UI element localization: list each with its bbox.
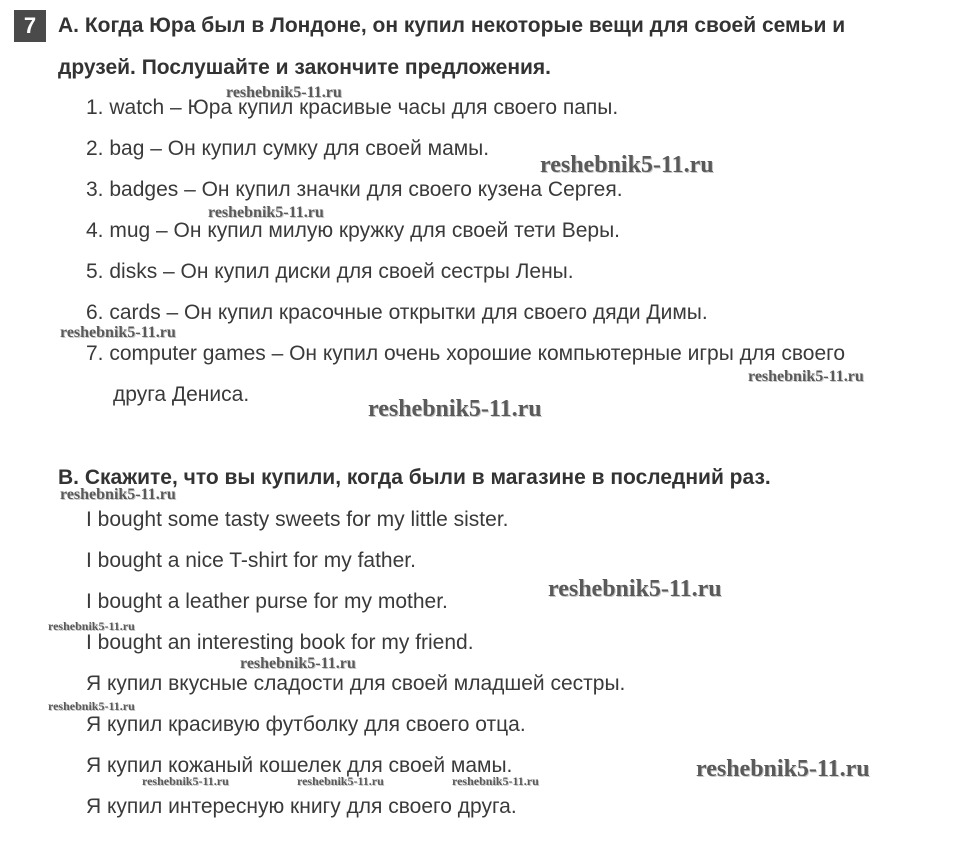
part-a-item-4: 4. mug – Он купил милую кружку для своей тети Веры.	[86, 219, 621, 242]
part-a-heading-line1: A. Когда Юра был в Лондоне, он купил некоторые вещи для своей семьи и	[58, 14, 846, 37]
watermark: reshebnik5-11.ru	[297, 774, 384, 788]
watermark: reshebnik5-11.ru	[48, 699, 135, 713]
watermark: reshebnik5-11.ru	[142, 774, 229, 788]
part-a-item-6: 6. cards – Он купил красочные открытки для своего дяди Димы.	[86, 301, 708, 324]
part-b-line-3: I bought a leather purse for my mother.	[86, 590, 448, 613]
part-a-item-7-continued: друга Дениса.	[113, 383, 250, 406]
part-a-item-2: 2. bag – Он купил сумку для своей мамы.	[86, 137, 490, 160]
part-a-item-7: 7. computer games – Он купил очень хорошие компьютерные игры для своего	[86, 342, 846, 365]
part-a-item-3: 3. badges – Он купил значки для своего кузена Сергея.	[86, 178, 623, 201]
watermark: reshebnik5-11.ru	[696, 756, 870, 782]
watermark: reshebnik5-11.ru	[368, 396, 542, 422]
watermark: reshebnik5-11.ru	[748, 368, 864, 385]
part-b-line-1: I bought some tasty sweets for my little sister.	[86, 508, 509, 531]
watermark: reshebnik5-11.ru	[60, 324, 176, 341]
part-b-line-7: Я купил кожаный кошелек для своей мамы.	[86, 754, 513, 777]
watermark: reshebnik5-11.ru	[226, 84, 342, 101]
part-b-line-8: Я купил интересную книгу для своего друга.	[86, 795, 517, 818]
exercise-number-badge: 7	[14, 10, 46, 42]
part-b-line-2: I bought a nice T-shirt for my father.	[86, 549, 416, 572]
watermark: reshebnik5-11.ru	[208, 204, 324, 221]
part-a-item-1: 1. watch – Юра купил красивые часы для своего папы.	[86, 96, 619, 119]
watermark: reshebnik5-11.ru	[240, 655, 356, 672]
watermark: reshebnik5-11.ru	[60, 486, 176, 503]
part-b-heading: B. Скажите, что вы купили, когда были в магазине в последний раз.	[58, 466, 771, 489]
part-b-line-6: Я купил красивую футболку для своего отца.	[86, 713, 526, 736]
watermark: reshebnik5-11.ru	[48, 619, 135, 633]
part-a-heading-line2: друзей. Послушайте и закончите предложения.	[58, 56, 551, 79]
watermark: reshebnik5-11.ru	[540, 152, 714, 178]
watermark: reshebnik5-11.ru	[452, 774, 539, 788]
watermark: reshebnik5-11.ru	[548, 576, 722, 602]
part-a-item-5: 5. disks – Он купил диски для своей сестры Лены.	[86, 260, 574, 283]
part-b-line-4: I bought an interesting book for my friend.	[86, 631, 474, 654]
part-b-line-5: Я купил вкусные сладости для своей младшей сестры.	[86, 672, 626, 695]
